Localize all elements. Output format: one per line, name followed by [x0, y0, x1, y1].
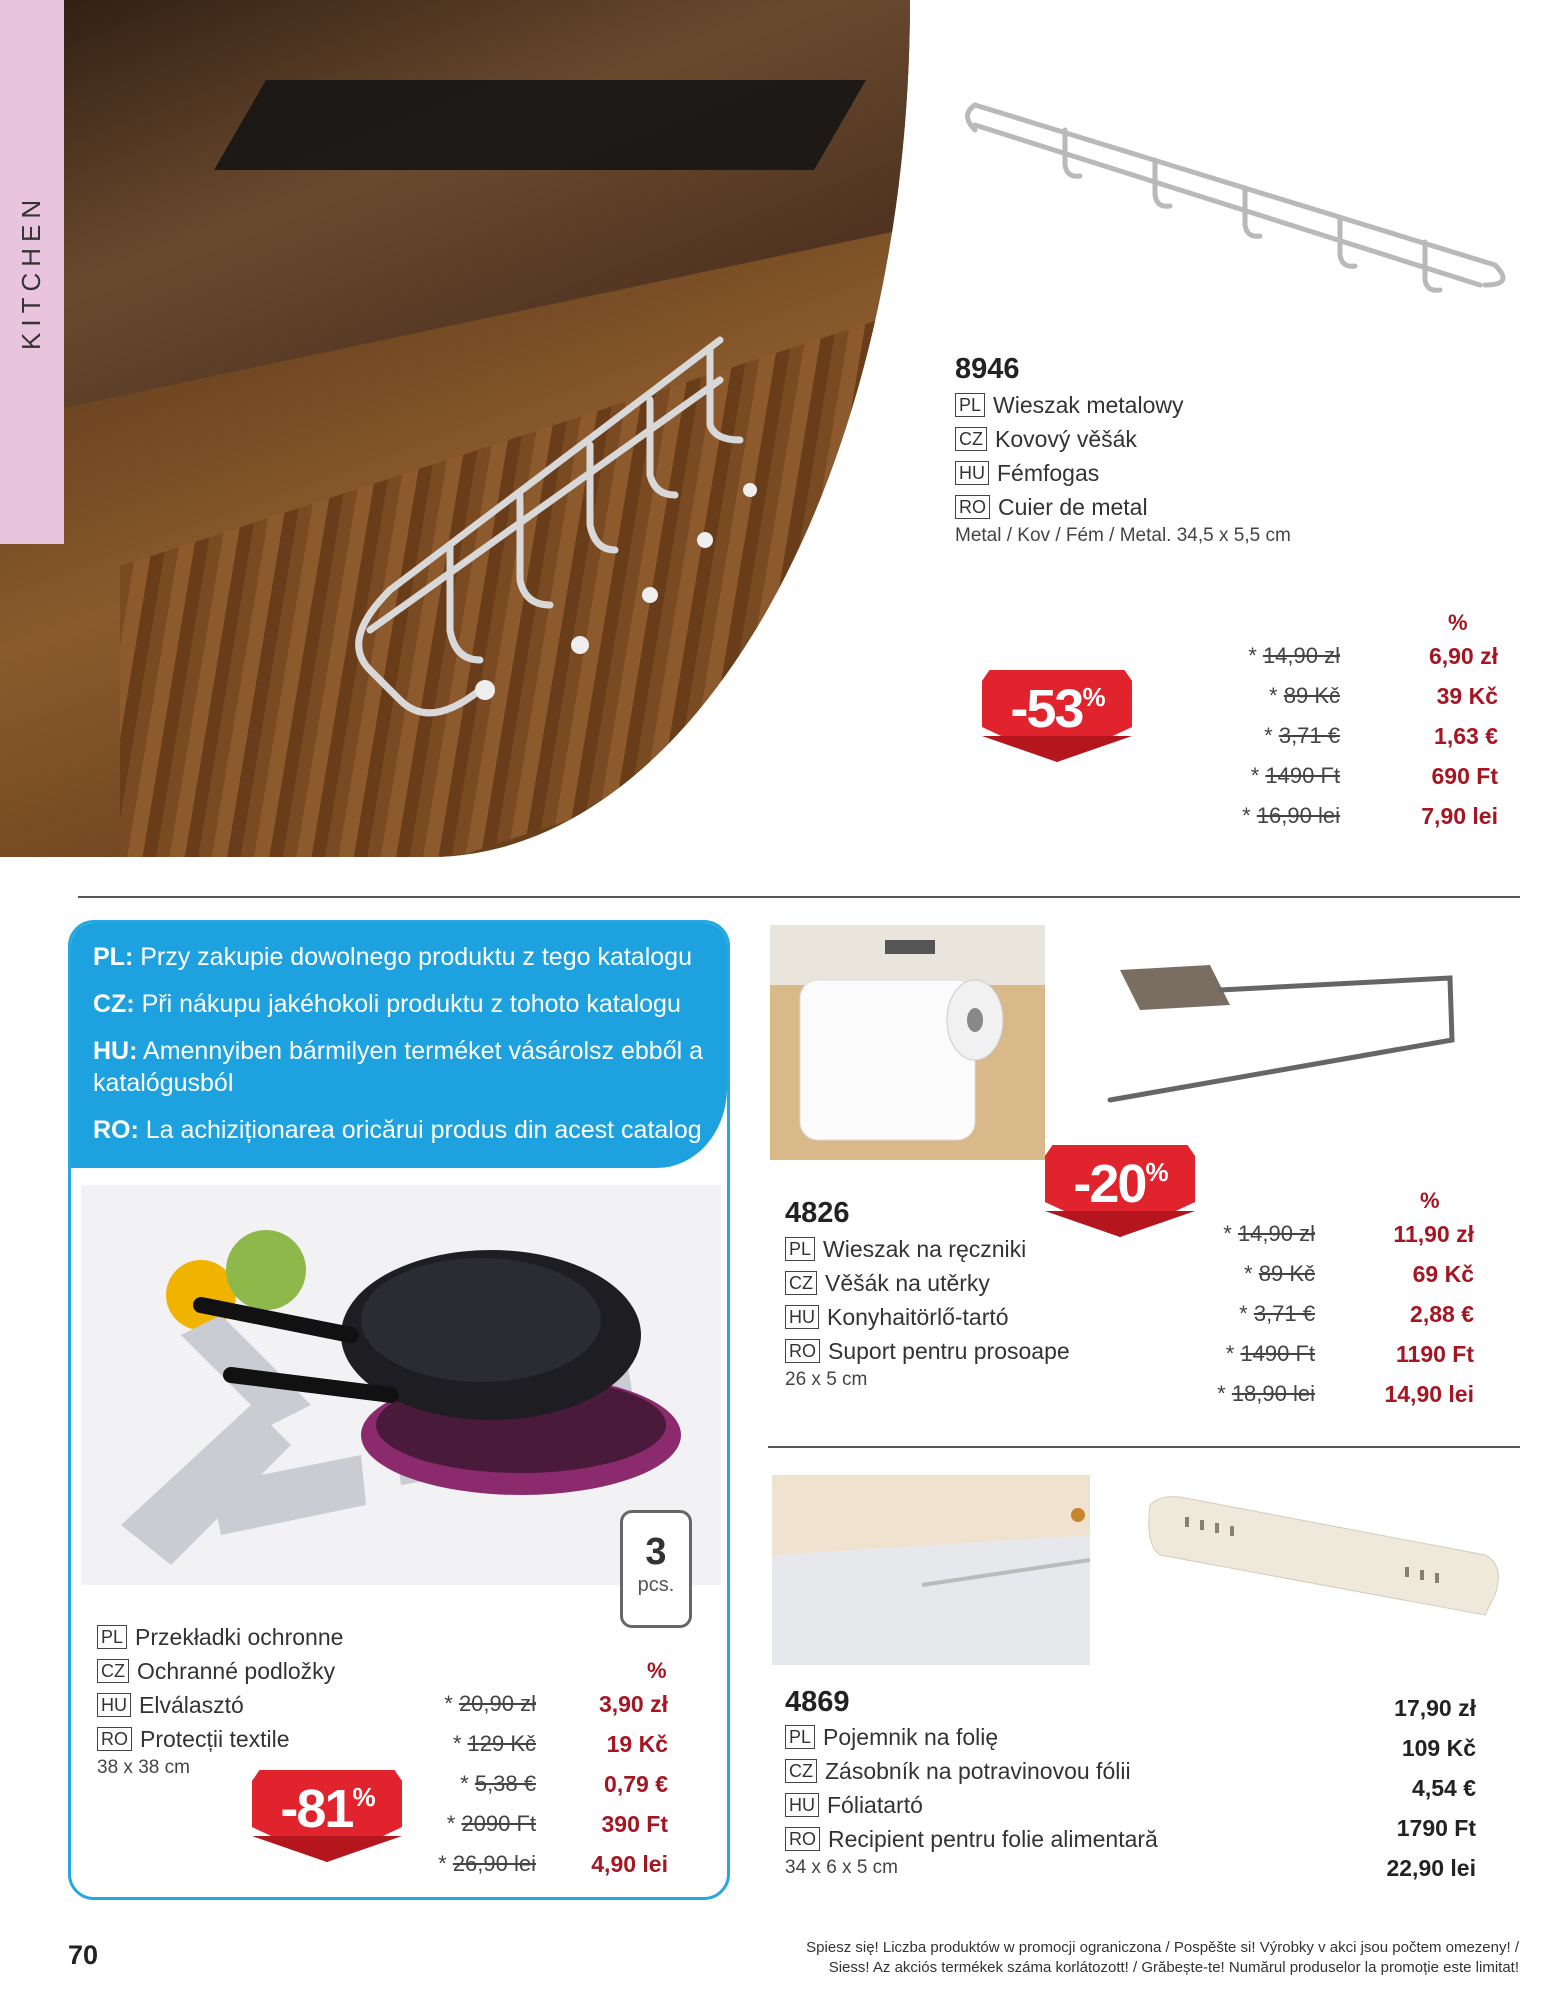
product-4869-code: 4869 [785, 1686, 850, 1718]
new-price: 39 Kč [1436, 683, 1498, 709]
lang-tag-pl: PL [785, 1725, 815, 1749]
discount-value: -81 [280, 1779, 353, 1839]
product-4869-names [785, 1720, 1158, 1880]
product-4826-dims: 26 x 5 cm [785, 1369, 868, 1390]
old-price: 20,90 zł [458, 1691, 536, 1716]
new-price: 11,90 zł [1393, 1221, 1474, 1247]
prices-4869 [1340, 1688, 1476, 1888]
old-price: 14,90 zł [1237, 1221, 1315, 1246]
promo-header: PL: Przy zakupie dowolnego produktu z tego katalogu CZ: Při nákupu jakéhokoli produktu z tohoto katalogu HU: Amennyiben bármilyen terméket vásárolsz ebből a katalógusból RO: La achiziționarea oricărui produs din acest catalog [71, 923, 727, 1168]
old-price: 18,90 lei [1231, 1381, 1315, 1406]
page-number: 70 [68, 1940, 99, 1970]
old-prices-8946: * 14,90 zł * 89 Kč * 3,71 € * 1490 Ft * 16,90 lei [1242, 643, 1340, 828]
price: 4,54 € [1412, 1775, 1476, 1801]
product-4869-dims: 34 x 6 x 5 cm [785, 1857, 898, 1878]
new-price: 0,79 € [604, 1771, 668, 1797]
name-hu: Konyhaitörlő-tartó [827, 1304, 1009, 1330]
product-8946-names [955, 388, 1291, 548]
new-price: 3,90 zł [598, 1691, 668, 1717]
product-8946-dims: Metal / Kov / Fém / Metal. 34,5 x 5,5 cm [955, 525, 1291, 546]
lang-tag-pl: PL [955, 393, 985, 417]
lang-tag-ro: RO [785, 1339, 820, 1363]
foil-dispenser-photo [772, 1475, 1090, 1665]
discount-value: -20 [1073, 1154, 1146, 1214]
new-price: 4,90 lei [591, 1851, 668, 1877]
footer-note: Spiesz się! Liczba produktów w promocji ograniczona / Pospěšte si! Výrobky v akci jsou počtem omezeny! / Siess! Az akciós termékek száma korlátozott! / Grăbește-te! Numărul produselor la promoție este limitat! [806, 1939, 1519, 1976]
price: 17,90 zł [1394, 1695, 1476, 1721]
percent-sign: % [352, 1782, 374, 1812]
new-price: 1,63 € [1434, 723, 1498, 749]
lang-tag-cz: CZ [785, 1759, 817, 1783]
percent-sign: % [1082, 682, 1104, 712]
lang-tag-ro: RO [955, 495, 990, 519]
new-price: 6,90 zł [1428, 643, 1498, 669]
product-4826-code: 4826 [785, 1197, 850, 1229]
discount-value: -53 [1010, 679, 1083, 739]
name-hu: Fóliatartó [827, 1792, 923, 1818]
old-prices-pads: * 20,90 zł * 129 Kč * 5,38 € * 2090 Ft * 26,90 lei [438, 1691, 536, 1876]
lang-tag-hu: HU [97, 1693, 131, 1717]
name-ro: Suport pentru prosoape [828, 1338, 1070, 1364]
new-price: 14,90 lei [1384, 1381, 1474, 1407]
lang-tag-ro: RO [97, 1727, 132, 1751]
lang-tag-hu: HU [785, 1305, 819, 1329]
name-cz: Ochranné podložky [137, 1658, 336, 1684]
name-ro: Protecții textile [140, 1726, 290, 1752]
old-price: 89 Kč [1283, 683, 1340, 708]
old-price: 3,71 € [1253, 1301, 1315, 1326]
old-price: 1490 Ft [1265, 763, 1340, 788]
discount-badge-pads [252, 1770, 402, 1862]
lang-tag-ro: RO [785, 1827, 820, 1851]
old-price: 129 Kč [467, 1731, 536, 1756]
percent-sign: % [1145, 1157, 1167, 1187]
new-price: 690 Ft [1431, 763, 1498, 789]
name-cz: Zásobník na potravinovou fólii [825, 1758, 1131, 1784]
lang-tag-pl: PL [785, 1237, 815, 1261]
name-ro: Cuier de metal [998, 494, 1148, 520]
name-pl: Wieszak na ręczniki [823, 1236, 1027, 1262]
hero-image [0, 0, 910, 857]
lang-tag-pl: PL [97, 1625, 127, 1649]
hook-rack-photo [330, 330, 810, 730]
discount-badge-8946 [982, 670, 1132, 762]
name-cz: Věšák na utěrky [825, 1270, 990, 1296]
price: 1790 Ft [1396, 1815, 1476, 1841]
old-price: 16,90 lei [1256, 803, 1340, 828]
old-price: 89 Kč [1258, 1261, 1315, 1286]
pct-header-8946: % [1448, 610, 1468, 635]
name-cz: Kovový věšák [995, 426, 1137, 452]
name-pl: Przekładki ochronne [135, 1624, 344, 1650]
discount-badge-4826 [1045, 1145, 1195, 1237]
old-price: 5,38 € [474, 1771, 536, 1796]
old-price: 2090 Ft [461, 1811, 536, 1836]
old-price: 3,71 € [1278, 723, 1340, 748]
section-label: KITCHEN [16, 193, 46, 350]
pct-header-pads: % [647, 1658, 667, 1683]
old-price: 26,90 lei [452, 1851, 536, 1876]
towel-holder-image [1100, 960, 1480, 1110]
divider [768, 1446, 1520, 1448]
foil-container-image [1140, 1485, 1510, 1625]
promo-text-ro: La achiziționarea oricărui produs din acest catalog [145, 1116, 702, 1144]
product-pads-names [97, 1620, 343, 1780]
old-price: 1490 Ft [1240, 1341, 1315, 1366]
promo-text-hu: Amennyiben bármilyen terméket vásárolsz ebből a katalógusból [93, 1037, 704, 1097]
lang-tag-hu: HU [785, 1793, 819, 1817]
paper-towel-photo [770, 925, 1045, 1160]
promo-text-cz: Při nákupu jakéhokoli produktu z tohoto katalogu [141, 990, 681, 1018]
pieces-count: 3 [645, 1531, 667, 1573]
new-prices-8946 [1360, 636, 1498, 836]
name-hu: Fémfogas [997, 460, 1100, 486]
new-price: 19 Kč [606, 1731, 668, 1757]
lang-tag-hu: HU [955, 461, 989, 485]
lang-tag-cz: CZ [97, 1659, 129, 1683]
new-price: 2,88 € [1410, 1301, 1474, 1327]
pieces-unit: pcs. [637, 1574, 675, 1596]
new-price: 69 Kč [1412, 1261, 1474, 1287]
new-prices-4826 [1330, 1214, 1474, 1414]
lang-tag-cz: CZ [955, 427, 987, 451]
pct-header-4826: % [1420, 1188, 1440, 1213]
product-4826-names [785, 1232, 1070, 1392]
section-tab [0, 0, 64, 544]
name-pl: Wieszak metalowy [993, 392, 1184, 418]
price: 22,90 lei [1386, 1855, 1476, 1881]
new-prices-pads [560, 1684, 668, 1884]
promo-text-pl: Przy zakupie dowolnego produktu z tego katalogu [140, 943, 692, 971]
new-price: 7,90 lei [1421, 803, 1498, 829]
product-8946-code: 8946 [955, 353, 1020, 385]
name-pl: Pojemnik na folię [823, 1724, 999, 1750]
product-pads-dims: 38 x 38 cm [97, 1757, 190, 1778]
new-price: 390 Ft [601, 1811, 668, 1837]
old-price: 14,90 zł [1262, 643, 1340, 668]
product-8946-image [955, 70, 1515, 300]
new-price: 1190 Ft [1396, 1341, 1474, 1367]
pieces-badge [620, 1510, 692, 1628]
old-prices-4826: * 14,90 zł * 89 Kč * 3,71 € * 1490 Ft * 18,90 lei [1217, 1221, 1315, 1406]
name-ro: Recipient pentru folie alimentară [828, 1826, 1158, 1852]
price: 109 Kč [1401, 1735, 1476, 1761]
lang-tag-cz: CZ [785, 1271, 817, 1295]
divider [78, 896, 1520, 898]
name-hu: Elválasztó [139, 1692, 244, 1718]
